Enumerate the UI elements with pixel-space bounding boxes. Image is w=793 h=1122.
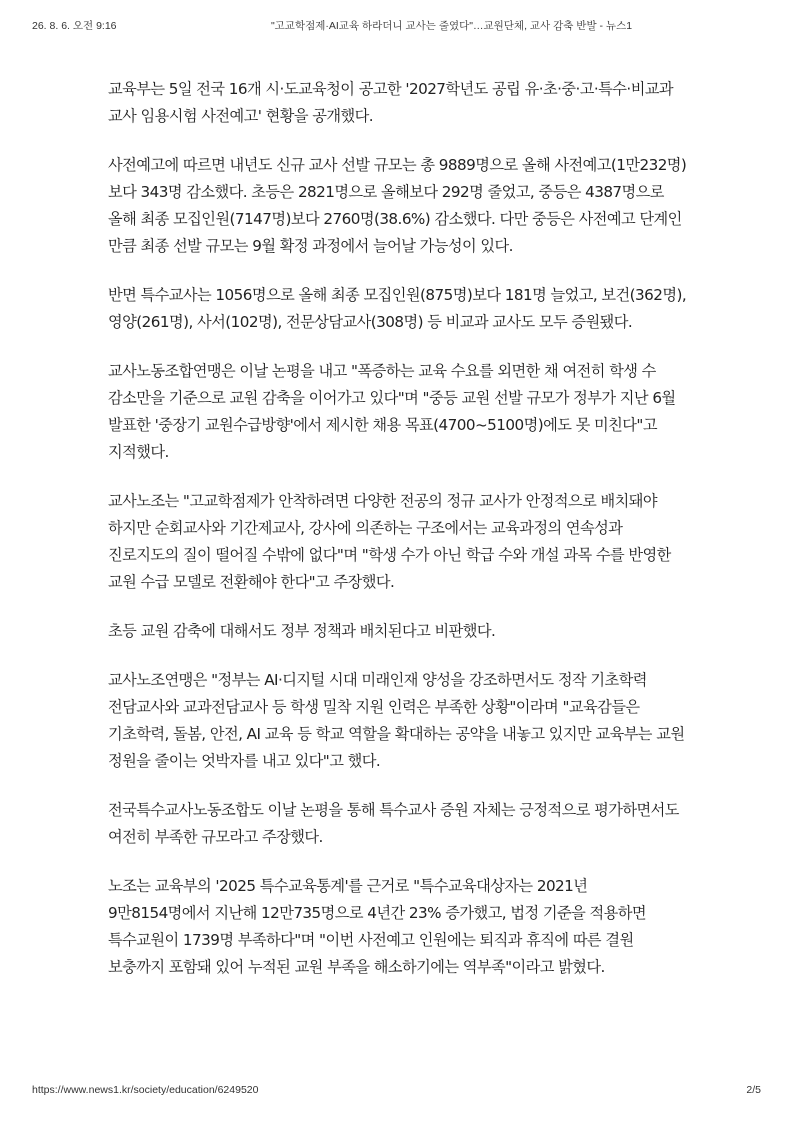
article-paragraph: 교육부는 5일 전국 16개 시·도교육청이 공고한 '2027학년도 공립 유·초·중·고·특수·비교과 교사 임용시험 사전예고' 현황을 공개했다. [108,80,674,125]
print-page-title: "고교학점제·AI교육 하라더니 교사는 줄였다"…교원단체, 교사 감축 반발 - 뉴스1 [270,20,633,32]
article-body [108,76,688,1003]
print-datetime: 26. 8. 6. 오전 9:16 [32,20,117,32]
article-paragraph: 교사노조는 "고교학점제가 안착하려면 다양한 전공의 정규 교사가 안정적으로 배치돼야 하지만 순회교사와 기간제교사, 강사에 의존하는 구조에서는 교육과정의 연속성과 진로지도의 질이 떨어질 수밖에 없다"며 "학생 수가 아닌 학급 수와 개설 과목 수를 반영한 교원 수급 모델로 전환해야 한다"고 주장했다. [108,492,671,591]
page-number: 2/5 [746,1084,761,1096]
article-paragraph: 전국특수교사노동조합도 이날 논평을 통해 특수교사 증원 자체는 긍정적으로 평가하면서도 여전히 부족한 규모라고 주장했다. [108,801,679,846]
article-paragraph: 교사노동조합연맹은 이날 논평을 내고 "폭증하는 교육 수요를 외면한 채 여전히 학생 수 감소만을 기준으로 교원 감축을 이어가고 있다"며 "중등 교원 선발 규모가 정부가 지난 6월 발표한 '중장기 교원수급방향'에서 제시한 채용 목표(4700~5100명)에도 못 미친다"고 지적했다. [108,362,676,461]
article-paragraph: 노조는 교육부의 '2025 특수교육통계'를 근거로 "특수교육대상자는 2021년 9만8154명에서 지난해 12만735명으로 4년간 23% 증가했고, 법정 기준을 적용하면 특수교원이 1739명 부족하다"며 "이번 사전예고 인원에는 퇴직과 휴직에 따른 결원 보충까지 포함돼 있어 누적된 교원 부족을 해소하기에는 역부족"이라고 밝혔다. [108,877,646,976]
print-header [32,18,761,34]
article-paragraph: 초등 교원 감축에 대해서도 정부 정책과 배치된다고 비판했다. [108,622,496,640]
article-paragraph: 사전예고에 따르면 내년도 신규 교사 선발 규모는 총 9889명으로 올해 사전예고(1만232명)보다 343명 감소했다. 초등은 2821명으로 올해보다 292명 줄었고, 중등은 4387명으로 올해 최종 모집인원(7147명)보다 2760명(38.6%) 감소했다. 다만 중등은 사전예고 단계인 만큼 최종 선발 규모는 9월 확정 과정에서 늘어날 가능성이 있다. [108,156,687,255]
print-footer [32,1084,761,1100]
print-url: https://www.news1.kr/society/education/6249520 [32,1084,259,1096]
article-paragraph: 반면 특수교사는 1056명으로 올해 최종 모집인원(875명)보다 181명 늘었고, 보건(362명), 영양(261명), 사서(102명), 전문상담교사(308명) 등 비교과 교사도 모두 증원됐다. [108,286,687,331]
article-paragraph: 교사노조연맹은 "정부는 AI·디지털 시대 미래인재 양성을 강조하면서도 정작 기초학력 전담교사와 교과전담교사 등 학생 밀착 지원 인력은 부족한 상황"이라며 "교육감들은 기초학력, 돌봄, 안전, AI 교육 등 학교 역할을 확대하는 공약을 내놓고 있지만 교육부는 교원 정원을 줄이는 엇박자를 내고 있다"고 했다. [108,671,685,770]
